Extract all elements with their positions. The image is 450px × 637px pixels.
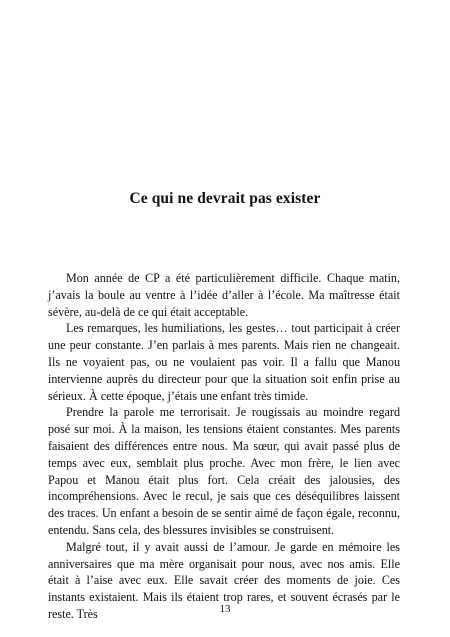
chapter-title: Ce qui ne devrait pas exister <box>129 190 321 207</box>
paragraph-1: Mon année de CP a été particulièrement difficile. Chaque matin, j’avais la boule au ventre à l’idée d’aller à l’école. Ma maîtresse était sévère, au-delà de ce qui était acceptable. <box>48 271 400 319</box>
page-number: 13 <box>219 603 231 615</box>
body-text <box>48 270 400 623</box>
paragraph-3: Prendre la parole me terrorisait. Je rougissais au moindre regard posé sur moi. À la maison, les tensions étaient constantes. Mes parents faisaient des différences entre nous. Ma sœur, qui avait passé plus de temps avec eux, semblait plus proche. Avec mon frère, le lien avec Papou et Manou était plus fort. Cela créait des jalousies, des incompréhensions. Avec le recul, je sais que ces déséquilibres laissent des traces. Un enfant a besoin de se sentir aimé de façon égale, reconnu, entendu. Sans cela, des blessures invisibles se construisent. <box>48 405 400 537</box>
paragraph-2: Les remarques, les humiliations, les gestes… tout participait à créer une peur constante. J’en parlais à mes parents. Mais rien ne changeait. Ils ne voyaient pas, ou ne voulaient pas voir. Il a fallu que Manou intervienne auprès du directeur pour que la situation soit enfin prise au sérieux. À cette époque, j’étais une enfant très timide. <box>48 321 400 403</box>
paragraph-4: Malgré tout, il y avait aussi de l’amour. Je garde en mémoire les anniversaires que ma mère organisait pour nous, avec nos amis. Elle était à l’aise avec eux. Elle savait créer des moments de joie. Ces instants existaient. Mais ils étaient trop rares, et souvent écrasés par le reste. Très <box>48 539 400 621</box>
